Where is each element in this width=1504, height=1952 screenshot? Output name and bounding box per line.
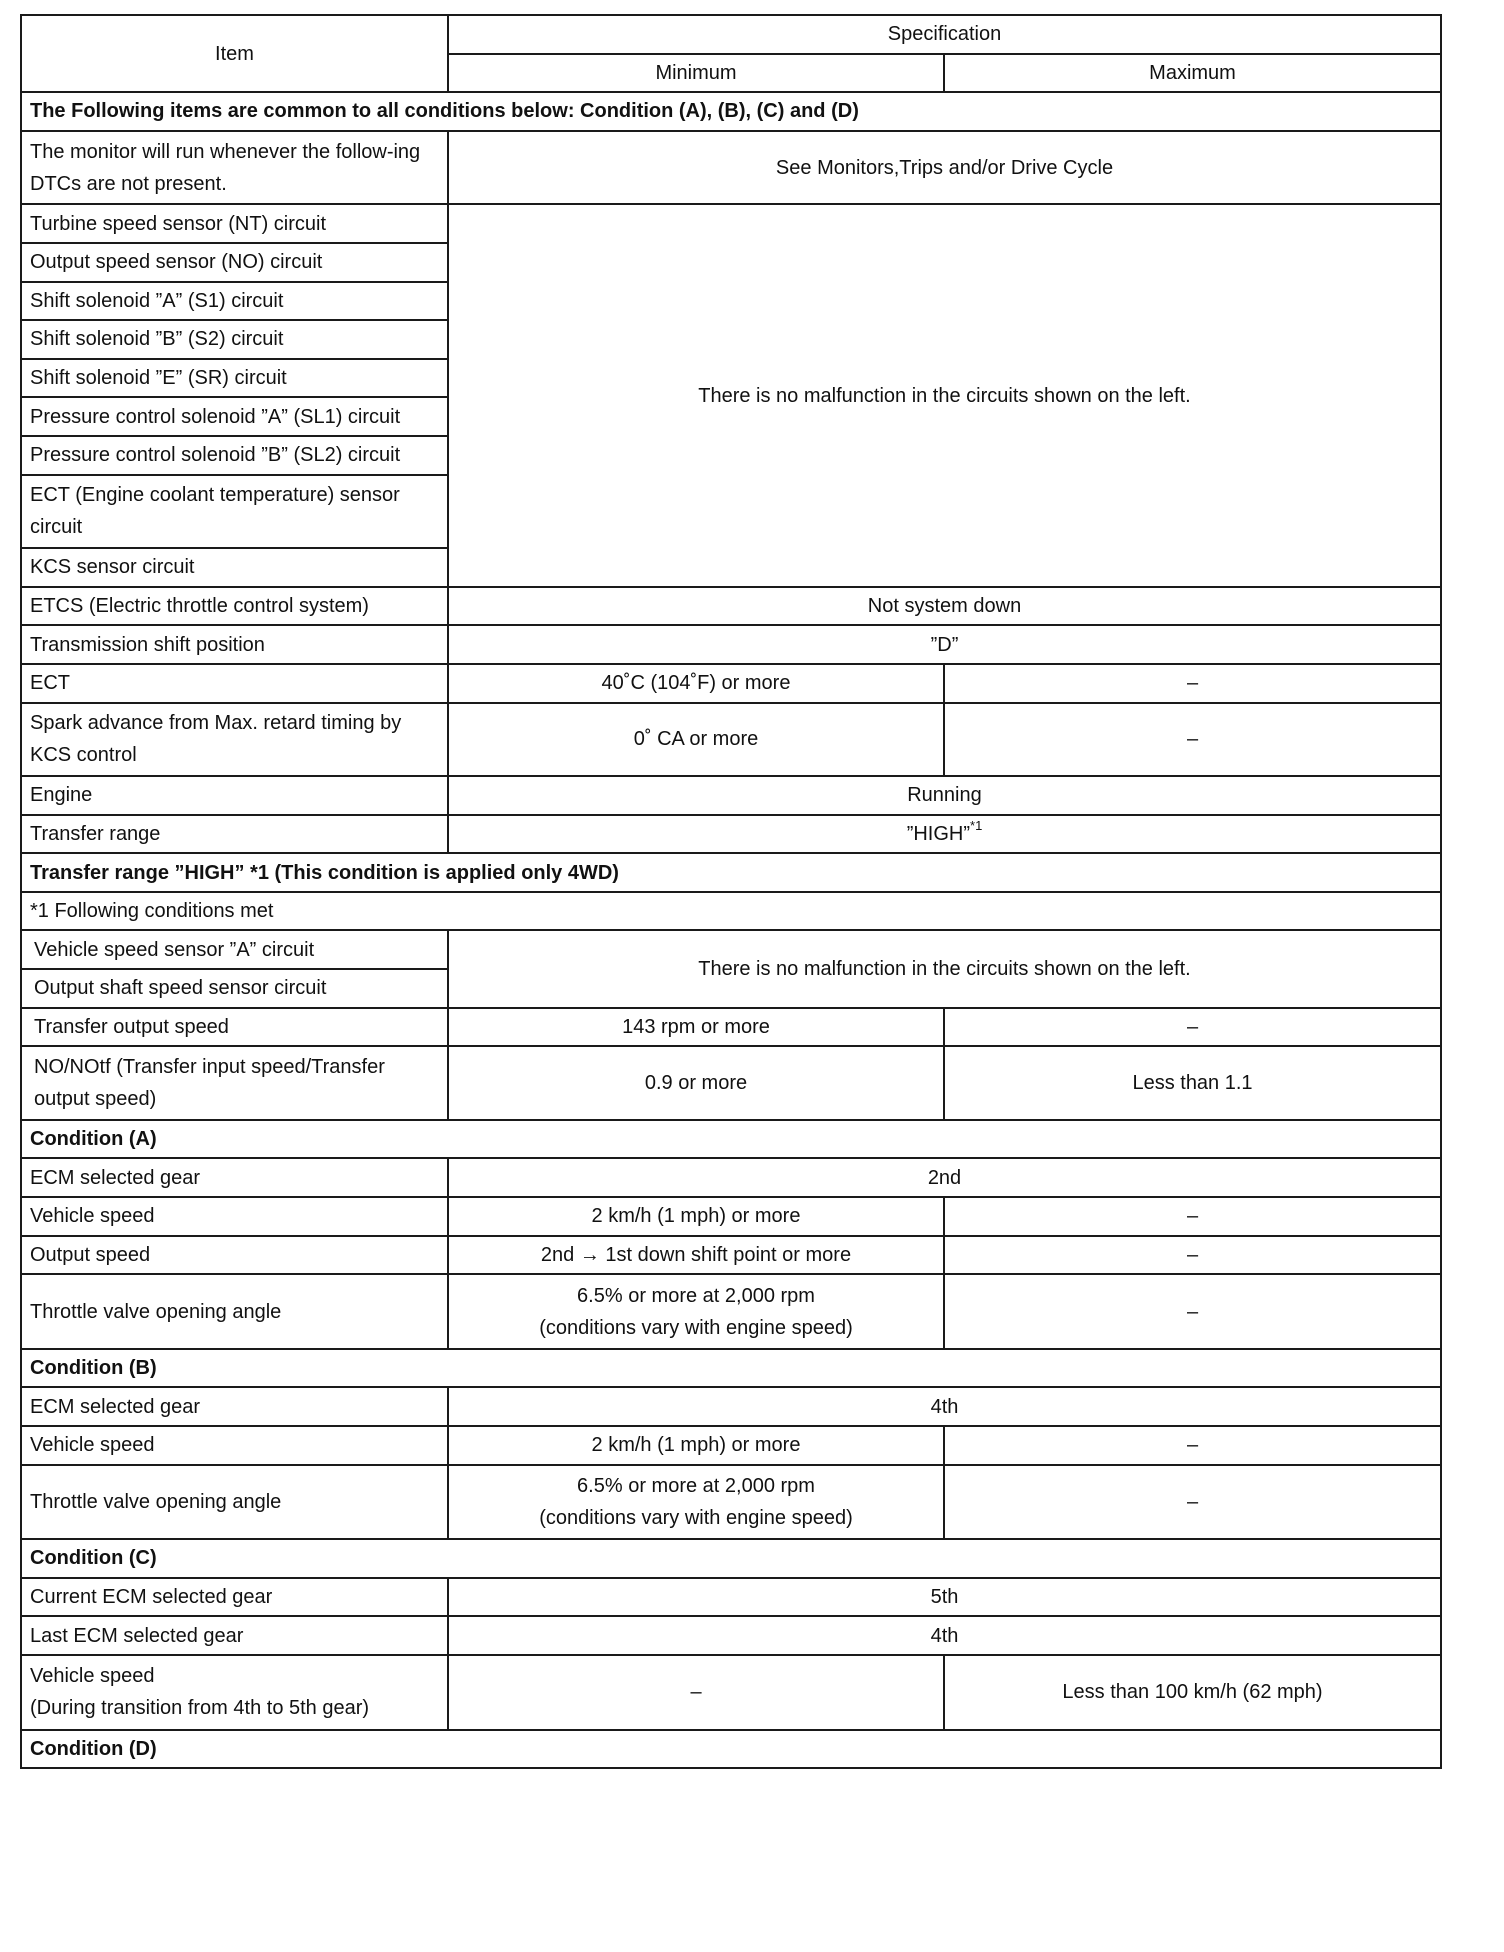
condition-c-title: Condition (C) [21,1539,1441,1578]
vehicle-speed-item: Vehicle speed [21,1197,448,1236]
transfer-section-title: Transfer range ”HIGH” *1 (This condition is applied only 4WD) [21,853,1441,892]
specification-header: Specification [448,15,1441,54]
table-row [21,1158,1441,1197]
table-row [21,1387,1441,1426]
common-section-row [21,92,1441,131]
table-row [21,131,1441,205]
engine-spec: Running [448,776,1441,815]
condition-a-title: Condition (A) [21,1120,1441,1159]
condition-b-row [21,1349,1441,1388]
transition-speed-item-line2: (During transition from 4th to 5th gear) [30,1697,370,1720]
output-speed-item: Output speed [21,1236,448,1275]
table-row [21,1578,1441,1617]
throttle-angle-item: Throttle valve opening angle [21,1274,448,1349]
transfer-output-speed-min: 143 rpm or more [448,1008,944,1047]
throttle-angle-min-line2: (conditions vary with engine speed) [539,1506,853,1529]
circuit-item: KCS sensor circuit [21,548,448,587]
circuit-item: Pressure control solenoid ”B” (SL2) circuit [21,436,448,475]
shift-position-item: Transmission shift position [21,625,448,664]
output-shaft-sensor-item: Output shaft speed sensor circuit [21,969,448,1008]
engine-item: Engine [21,776,448,815]
condition-b-title: Condition (B) [21,1349,1441,1388]
table-row [21,1426,1441,1465]
speed-ratio-max: Less than 1.1 [944,1046,1441,1120]
circuit-item: Shift solenoid ”E” (SR) circuit [21,359,448,398]
current-gear-spec: 5th [448,1578,1441,1617]
vehicle-speed-sensor-item: Vehicle speed sensor ”A” circuit [21,930,448,969]
table-row [21,1465,1441,1540]
output-speed-min: 2nd → 1st down shift point or more [448,1236,944,1275]
spark-advance-max: – [944,703,1441,777]
etcs-spec: Not system down [448,587,1441,626]
throttle-angle-min [448,1274,944,1349]
specification-table [20,14,1442,1769]
circuit-item: Output speed sensor (NO) circuit [21,243,448,282]
transfer-section-row [21,853,1441,892]
transition-speed-item-line1: Vehicle speed [30,1665,155,1688]
table-row [21,1197,1441,1236]
ecm-gear-spec: 2nd [448,1158,1441,1197]
table-row [21,930,1441,969]
circuit-item: Shift solenoid ”A” (S1) circuit [21,282,448,321]
ecm-gear-item: ECM selected gear [21,1158,448,1197]
vehicle-speed-max: – [944,1426,1441,1465]
table-row [21,703,1441,777]
condition-c-row [21,1539,1441,1578]
table-row [21,1655,1441,1730]
circuit-item: ECT (Engine coolant temperature) sensor circuit [21,475,448,549]
throttle-angle-max: – [944,1465,1441,1540]
table-row [21,776,1441,815]
throttle-angle-min-line1: 6.5% or more at 2,000 rpm [577,1284,815,1307]
throttle-angle-max: – [944,1274,1441,1349]
ect-min: 40˚C (104˚F) or more [448,664,944,703]
speed-ratio-min: 0.9 or more [448,1046,944,1120]
footnote-marker: *1 [970,818,983,834]
transfer-range-value: ”HIGH” [906,822,971,845]
shift-position-spec: ”D” [448,625,1441,664]
transfer-range-spec [448,815,1441,854]
table-row [21,1236,1441,1275]
circuit-item: Turbine speed sensor (NT) circuit [21,204,448,243]
table-row [21,204,1441,243]
ecm-gear-item: ECM selected gear [21,1387,448,1426]
monitor-spec: See Monitors,Trips and/or Drive Cycle [448,131,1441,205]
vehicle-speed-item: Vehicle speed [21,1426,448,1465]
monitor-item: The monitor will run whenever the follow-ing DTCs are not present. [21,131,448,205]
vehicle-speed-min: 2 km/h (1 mph) or more [448,1426,944,1465]
etcs-item: ETCS (Electric throttle control system) [21,587,448,626]
transfer-output-speed-max: – [944,1008,1441,1047]
throttle-angle-min-line2: (conditions vary with engine speed) [539,1316,853,1339]
table-row [21,587,1441,626]
transfer-circuits-spec: There is no malfunction in the circuits shown on the left. [448,930,1441,1007]
transfer-output-speed-item: Transfer output speed [21,1008,448,1047]
item-header: Item [21,15,448,92]
table-row [21,625,1441,664]
table-row [21,664,1441,703]
ect-max: – [944,664,1441,703]
spark-advance-item: Spark advance from Max. retard timing by KCS control [21,703,448,777]
table-row [21,1616,1441,1655]
table-row [21,1274,1441,1349]
vehicle-speed-min: 2 km/h (1 mph) or more [448,1197,944,1236]
header-row [21,15,1441,54]
circuit-item: Shift solenoid ”B” (S2) circuit [21,320,448,359]
throttle-angle-min [448,1465,944,1540]
circuits-spec: There is no malfunction in the circuits shown on the left. [448,204,1441,586]
ecm-gear-spec: 4th [448,1387,1441,1426]
common-section-title: The Following items are common to all conditions below: Condition (A), (B), (C) and (D) [21,92,1441,131]
table-row [21,1008,1441,1047]
speed-ratio-item: NO/NOtf (Transfer input speed/Transfer output speed) [21,1046,448,1120]
table-row [21,815,1441,854]
maximum-header: Maximum [944,54,1441,93]
transfer-range-item: Transfer range [21,815,448,854]
transition-speed-item [21,1655,448,1730]
output-speed-max: – [944,1236,1441,1275]
ect-item: ECT [21,664,448,703]
condition-d-row [21,1730,1441,1769]
table-row [21,1046,1441,1120]
minimum-header: Minimum [448,54,944,93]
table-row [21,892,1441,931]
transfer-footnote: *1 Following conditions met [21,892,1441,931]
current-gear-item: Current ECM selected gear [21,1578,448,1617]
condition-d-title: Condition (D) [21,1730,1441,1769]
throttle-angle-min-line1: 6.5% or more at 2,000 rpm [577,1474,815,1497]
condition-a-row [21,1120,1441,1159]
throttle-angle-item: Throttle valve opening angle [21,1465,448,1540]
circuit-item: Pressure control solenoid ”A” (SL1) circuit [21,397,448,436]
vehicle-speed-max: – [944,1197,1441,1236]
last-gear-spec: 4th [448,1616,1441,1655]
transition-speed-max: Less than 100 km/h (62 mph) [944,1655,1441,1730]
last-gear-item: Last ECM selected gear [21,1616,448,1655]
transition-speed-min: – [448,1655,944,1730]
spark-advance-min: 0˚ CA or more [448,703,944,777]
